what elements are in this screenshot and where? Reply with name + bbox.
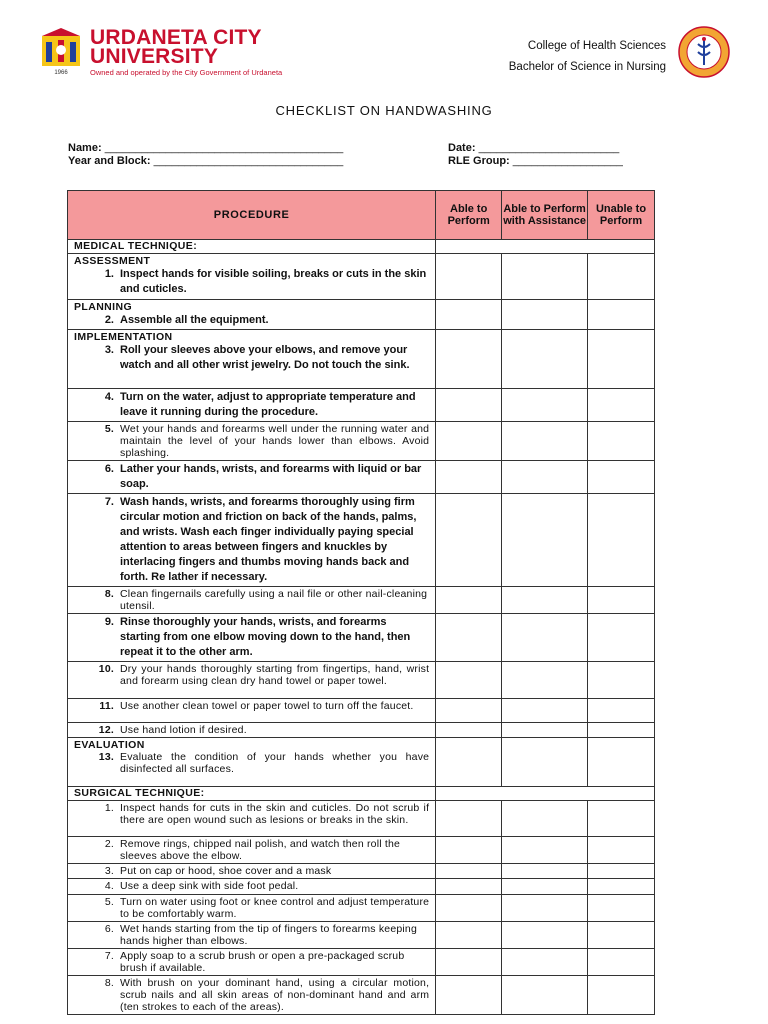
able-checkbox[interactable]: [436, 837, 502, 864]
assist-checkbox[interactable]: [502, 976, 588, 1015]
table-row: [68, 895, 436, 922]
unable-checkbox[interactable]: [588, 879, 655, 895]
table-row: [68, 976, 436, 1015]
unable-checkbox[interactable]: [588, 254, 655, 300]
table-row: [68, 949, 436, 976]
year-block-label: Year and Block:: [68, 155, 151, 167]
step-text: Remove rings, chipped nail polish, and watch then roll the sleeves above the elbow.: [120, 838, 401, 862]
assist-checkbox[interactable]: [502, 922, 588, 949]
table-row: [68, 738, 436, 787]
step-text: Roll your sleeves above your elbows, and remove your watch and all other wrist jewelry. Do not touch the sink.: [120, 344, 410, 371]
assist-checkbox[interactable]: [502, 422, 588, 461]
able-checkbox[interactable]: [436, 494, 502, 587]
medical-technique-title: MEDICAL TECHNIQUE:: [68, 240, 436, 254]
surgical-technique-title: SURGICAL TECHNIQUE:: [68, 787, 436, 801]
step-text: Use another clean towel or paper towel to turn off the faucet.: [120, 700, 414, 712]
step-number: 8.: [104, 588, 114, 600]
able-checkbox[interactable]: [436, 699, 502, 723]
unable-checkbox[interactable]: [588, 922, 655, 949]
step-number: 5.: [104, 423, 114, 435]
able-checkbox[interactable]: [436, 864, 502, 879]
step-number: 9.: [104, 616, 114, 628]
step-text: Put on cap or hood, shoe cover and a mask: [120, 865, 332, 877]
section-spacer: [436, 787, 655, 801]
assist-checkbox[interactable]: [502, 895, 588, 922]
evaluation-heading: EVALUATION: [74, 739, 145, 751]
step-text: Rinse thoroughly your hands, wrists, and forearms starting from one elbow moving down to the hand, then repeat it to the other arm.: [120, 616, 411, 658]
able-checkbox[interactable]: [436, 330, 502, 389]
step-number: 3.: [104, 344, 114, 356]
step-number: 7.: [104, 950, 114, 962]
unable-checkbox[interactable]: [588, 494, 655, 587]
step-number: 6.: [104, 463, 114, 475]
assist-checkbox[interactable]: [502, 738, 588, 787]
step-number: 4.: [104, 880, 114, 892]
table-row: [68, 879, 436, 895]
step-number: 5.: [104, 896, 114, 908]
assist-checkbox[interactable]: [502, 699, 588, 723]
assist-checkbox[interactable]: [502, 801, 588, 837]
date-field[interactable]: _______________________: [478, 142, 620, 154]
step-text: Evaluate the condition of your hands whether you have disinfected all surfaces.: [120, 751, 430, 775]
step-text: Wet hands starting from the tip of fingers to forearms keeping hands higher than elbows.: [120, 923, 418, 947]
able-checkbox[interactable]: [436, 300, 502, 330]
unable-checkbox[interactable]: [588, 837, 655, 864]
header-unable: Unable to Perform: [588, 191, 655, 240]
planning-heading: PLANNING: [74, 301, 133, 313]
table-row: [68, 723, 436, 738]
college-name: College of Health Sciences: [527, 40, 666, 52]
unable-checkbox[interactable]: [588, 587, 655, 614]
university-name-line2: UNIVERSITY: [90, 45, 219, 68]
header-procedure: PROCEDURE: [68, 191, 436, 240]
table-row: [68, 614, 436, 662]
step-number: 13.: [98, 751, 114, 763]
unable-checkbox[interactable]: [588, 699, 655, 723]
name-label: Name:: [68, 142, 102, 154]
svg-text:1966: 1966: [54, 70, 68, 76]
step-text: Dry your hands thoroughly starting from fingertips, hand, wrist and forearm using clean dry hand towel or paper towel.: [120, 663, 430, 687]
unable-checkbox[interactable]: [588, 422, 655, 461]
college-seal: [678, 26, 730, 78]
step-number: 1.: [104, 802, 114, 814]
able-checkbox[interactable]: [436, 614, 502, 662]
unable-checkbox[interactable]: [588, 864, 655, 879]
able-checkbox[interactable]: [436, 254, 502, 300]
table-row: [68, 699, 436, 723]
assist-checkbox[interactable]: [502, 837, 588, 864]
unable-checkbox[interactable]: [588, 662, 655, 699]
header-able: Able to Perform: [436, 191, 502, 240]
table-row: [68, 254, 436, 300]
step-number: 2.: [104, 838, 114, 850]
rle-group-label: RLE Group:: [448, 155, 510, 167]
step-number: 10.: [98, 663, 114, 675]
step-text: Wash hands, wrists, and forearms thoroughly using firm circular motion and friction on back of the hands, palms, and wrists. Wash each finger individually paying special attention to areas between fingers and knuckles by interlacing fingers and thumbs moving hands back and forth. Re lather if necessary.: [120, 496, 417, 583]
step-number: 11.: [99, 700, 114, 712]
table-row: [68, 864, 436, 879]
step-text: Inspect hands for cuts in the skin and cuticles. Do not scrub if there are open wound such as lesions or breaks in the skin.: [120, 802, 430, 826]
table-row: [68, 300, 436, 330]
able-checkbox[interactable]: [436, 949, 502, 976]
able-checkbox[interactable]: [436, 895, 502, 922]
program-name: Bachelor of Science in Nursing: [508, 61, 666, 73]
university-logo: [36, 26, 86, 78]
assist-checkbox[interactable]: [502, 949, 588, 976]
student-info: [68, 142, 658, 168]
step-number: 7.: [104, 496, 114, 508]
checklist-table: [67, 190, 655, 1015]
assist-checkbox[interactable]: [502, 723, 588, 738]
table-row: [68, 587, 436, 614]
able-checkbox[interactable]: [436, 662, 502, 699]
assessment-heading: ASSESSMENT: [74, 255, 151, 267]
step-text: Turn on water using foot or knee control and adjust temperature to be comfortably warm.: [120, 896, 430, 920]
name-field[interactable]: _______________________________________: [104, 142, 344, 154]
step-text: Use hand lotion if desired.: [120, 724, 247, 736]
assist-checkbox[interactable]: [502, 461, 588, 494]
header-assist: Able to Perform with Assistance: [502, 191, 588, 240]
step-text: Wet your hands and forearms well under the running water and maintain the level of your hands lower than elbows. Avoid splashing.: [120, 423, 430, 459]
step-number: 1.: [104, 268, 114, 280]
university-tagline: Owned and operated by the City Government of Urdaneta: [90, 68, 283, 77]
table-row: [68, 662, 436, 699]
table-row: [68, 922, 436, 949]
assist-checkbox[interactable]: [502, 614, 588, 662]
college-info: [509, 36, 666, 78]
table-row: [68, 801, 436, 837]
step-text: Assemble all the equipment.: [120, 314, 269, 326]
table-row: [68, 494, 436, 587]
step-text: Apply soap to a scrub brush or open a pre-packaged scrub brush if available.: [120, 950, 405, 974]
able-checkbox[interactable]: [436, 461, 502, 494]
assist-checkbox[interactable]: [502, 254, 588, 300]
unable-checkbox[interactable]: [588, 976, 655, 1015]
section-spacer: [436, 240, 655, 254]
unable-checkbox[interactable]: [588, 300, 655, 330]
step-number: 2.: [104, 314, 114, 326]
able-checkbox[interactable]: [436, 738, 502, 787]
university-brand: [90, 28, 282, 77]
able-checkbox[interactable]: [436, 389, 502, 422]
unable-checkbox[interactable]: [588, 949, 655, 976]
year-block-field[interactable]: _______________________________: [153, 155, 344, 167]
date-label: Date:: [448, 142, 476, 154]
assist-checkbox[interactable]: [502, 389, 588, 422]
implementation-heading: IMPLEMENTATION: [74, 331, 173, 343]
able-checkbox[interactable]: [436, 422, 502, 461]
assist-checkbox[interactable]: [502, 330, 588, 389]
step-text: Lather your hands, wrists, and forearms with liquid or bar soap.: [120, 463, 422, 490]
unable-checkbox[interactable]: [588, 895, 655, 922]
step-number: 12.: [98, 724, 114, 736]
unable-checkbox[interactable]: [588, 738, 655, 787]
unable-checkbox[interactable]: [588, 801, 655, 837]
able-checkbox[interactable]: [436, 801, 502, 837]
step-number: 8.: [104, 977, 114, 989]
assist-checkbox[interactable]: [502, 662, 588, 699]
able-checkbox[interactable]: [436, 587, 502, 614]
unable-checkbox[interactable]: [588, 330, 655, 389]
step-text: With brush on your dominant hand, using a circular motion, scrub nails and all skin areas of non-dominant hand and arm (ten strokes to each of the areas).: [120, 977, 430, 1013]
able-checkbox[interactable]: [436, 723, 502, 738]
table-row: [68, 422, 436, 461]
rle-group-field[interactable]: __________________: [512, 155, 623, 167]
unable-checkbox[interactable]: [588, 389, 655, 422]
step-number: 3.: [104, 865, 114, 877]
table-row: [68, 461, 436, 494]
assist-checkbox[interactable]: [502, 864, 588, 879]
assist-checkbox[interactable]: [502, 879, 588, 895]
document-header: [36, 22, 736, 82]
step-number: 4.: [104, 391, 114, 403]
assist-checkbox[interactable]: [502, 587, 588, 614]
assist-checkbox[interactable]: [502, 494, 588, 587]
able-checkbox[interactable]: [436, 922, 502, 949]
step-text: Use a deep sink with side foot pedal.: [120, 880, 299, 892]
university-name-line1: URDANETA CITY: [90, 26, 262, 49]
unable-checkbox[interactable]: [588, 723, 655, 738]
page-title: CHECKLIST ON HANDWASHING: [275, 103, 493, 118]
step-text: Clean fingernails carefully using a nail file or other nail-cleaning utensil.: [120, 588, 428, 612]
step-text: Inspect hands for visible soiling, breaks or cuts in the skin and cuticles.: [120, 268, 427, 295]
able-checkbox[interactable]: [436, 879, 502, 895]
unable-checkbox[interactable]: [588, 461, 655, 494]
able-checkbox[interactable]: [436, 976, 502, 1015]
unable-checkbox[interactable]: [588, 614, 655, 662]
step-text: Turn on the water, adjust to appropriate temperature and leave it running during the procedure.: [120, 391, 416, 418]
table-row: [68, 330, 436, 389]
table-row: [68, 837, 436, 864]
table-row: [68, 389, 436, 422]
step-number: 6.: [104, 923, 114, 935]
assist-checkbox[interactable]: [502, 300, 588, 330]
